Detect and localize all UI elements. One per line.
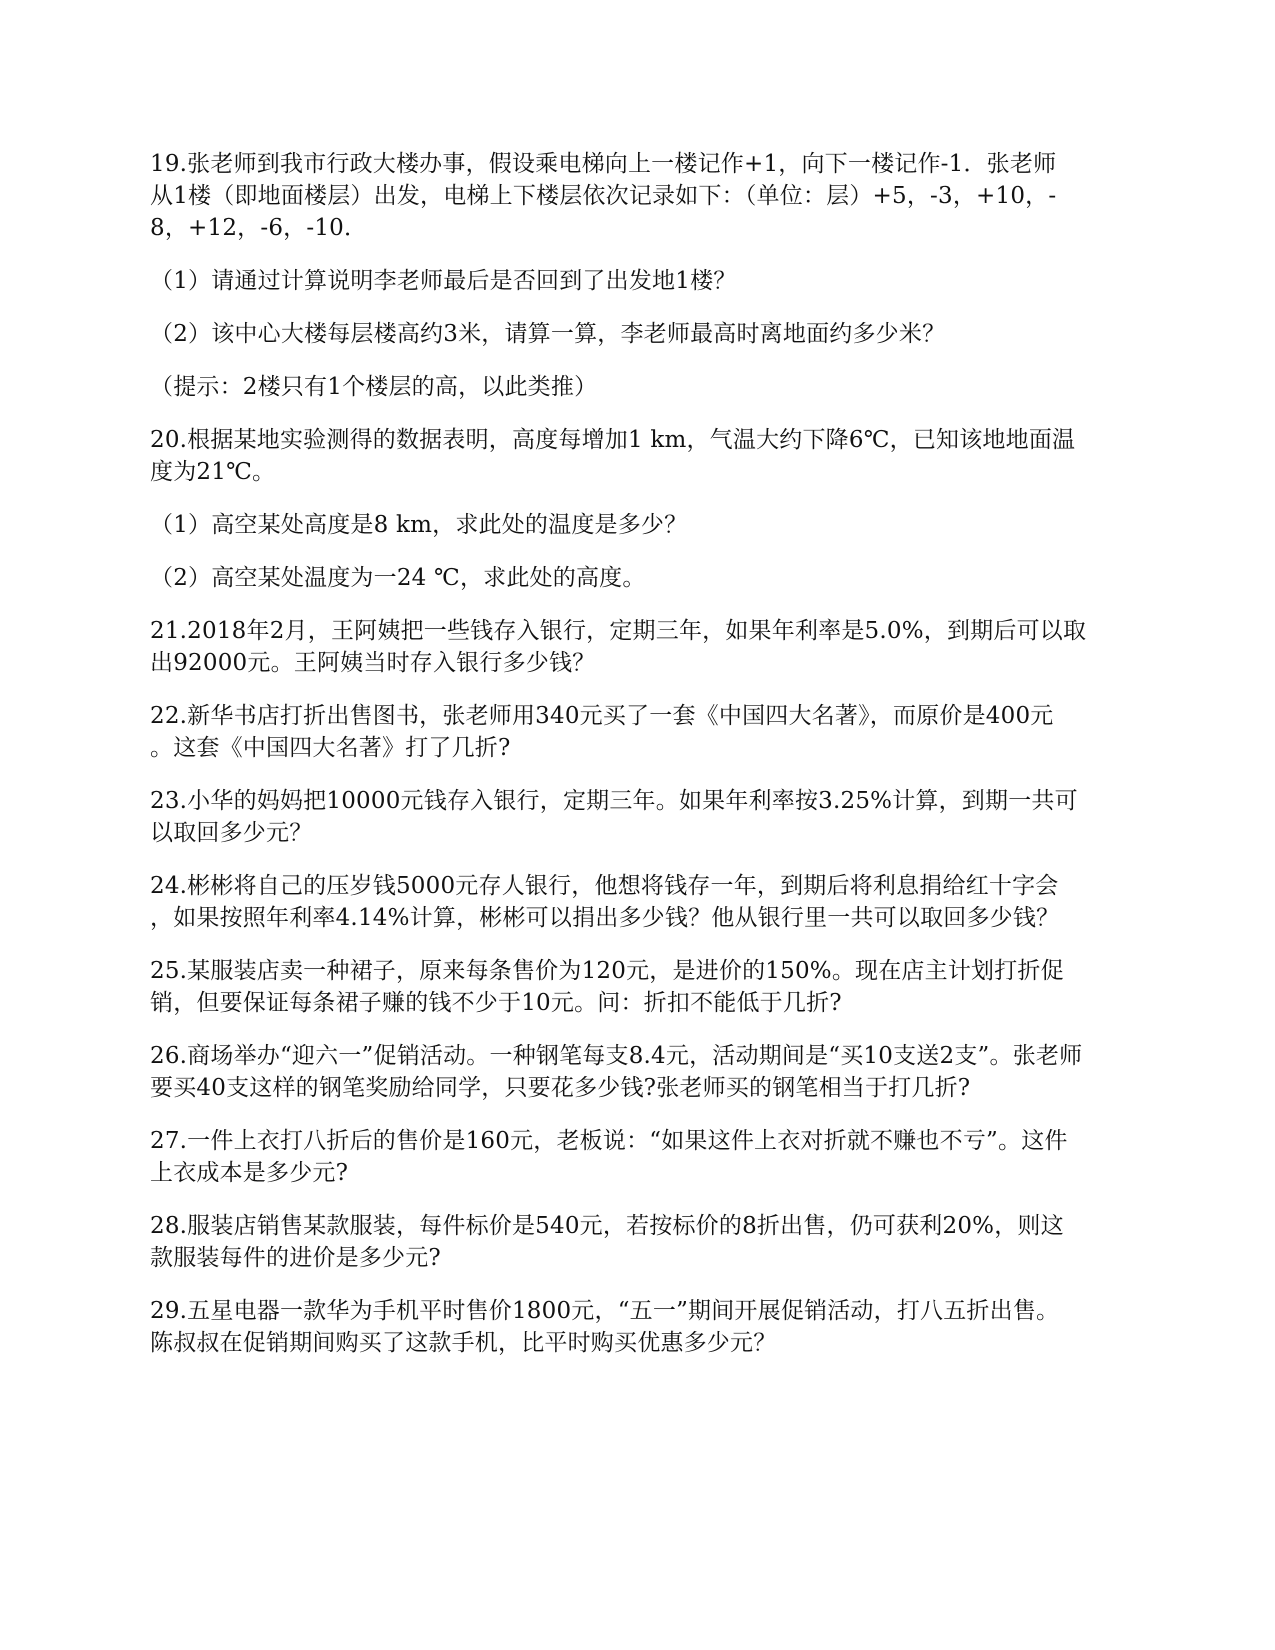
- problem-24: 24.彬彬将自己的压岁钱5000元存人银行，他想将钱存一年，到期后将利息捐给红十字会 ，如果按照年利率4.14%计算，彬彬可以捐出多少钱？他从银行里一共可以取回多少钱？: [150, 873, 1060, 931]
- problem-19-part-1: （1）请通过计算说明李老师最后是否回到了出发地1楼？: [150, 268, 737, 294]
- problem-28: 28.服装店销售某款服装，每件标价是540元，若按标价的8折出售，仍可获利20%，则这 款服装每件的进价是多少元?: [150, 1213, 1064, 1271]
- problem-29: 29.五星电器一款华为手机平时售价1800元，“五一”期间开展促销活动，打八五折出售。 陈叔叔在促销期间购买了这款手机，比平时购买优惠多少元？: [150, 1298, 1060, 1356]
- problem-20-part-1: （1）高空某处高度是8 km，求此处的温度是多少？: [150, 512, 688, 538]
- problem-26: 26.商场举办“迎六一”促销活动。一种钢笔每支8.4元，活动期间是“买10支送2支”。张老师 要买40支这样的钢笔奖励给同学，只要花多少钱?张老师买的钢笔相当于打几折?: [150, 1043, 1083, 1101]
- worksheet-page: [150, 148, 1125, 1380]
- problem-20-part-2: （2）高空某处温度为一24 ℃，求此处的高度。: [150, 565, 646, 591]
- problem-27: 27.一件上衣打八折后的售价是160元，老板说：“如果这件上衣对折就不赚也不亏”。这件 上衣成本是多少元?: [150, 1128, 1068, 1186]
- problem-21: 21.2018年2月，王阿姨把一些钱存入银行，定期三年，如果年利率是5.0%，到期后可以取 出92000元。王阿姨当时存入银行多少钱？: [150, 618, 1087, 676]
- problem-25: 25.某服装店卖一种裙子，原来每条售价为120元，是进价的150%。现在店主计划打折促 销，但要保证每条裙子赚的钱不少于10元。问：折扣不能低于几折?: [150, 958, 1064, 1016]
- problem-22: 22.新华书店打折出售图书，张老师用340元买了一套《中国四大名著》，而原价是400元 。这套《中国四大名著》打了几折?: [150, 703, 1054, 761]
- problem-19-hint: （提示：2楼只有1个楼层的高，以此类推）: [150, 374, 598, 400]
- problem-23: 23.小华的妈妈把10000元钱存入银行，定期三年。如果年利率按3.25%计算，到期一共可 以取回多少元？: [150, 788, 1078, 846]
- problem-19-part-2: （2）该中心大楼每层楼高约3米，请算一算，李老师最高时离地面约多少米？: [150, 321, 946, 347]
- problem-20: 20.根据某地实验测得的数据表明，高度每增加1 km，气温大约下降6℃，已知该地地面温 度为21℃。: [150, 427, 1076, 485]
- problem-19: 19.张老师到我市行政大楼办事，假设乘电梯向上一楼记作+1，向下一楼记作-1．张老师 从1楼（即地面楼层）出发，电梯上下楼层依次记录如下：（单位：层）+5，-3，+10，- 8，+12，-6，-10．: [150, 151, 1057, 241]
